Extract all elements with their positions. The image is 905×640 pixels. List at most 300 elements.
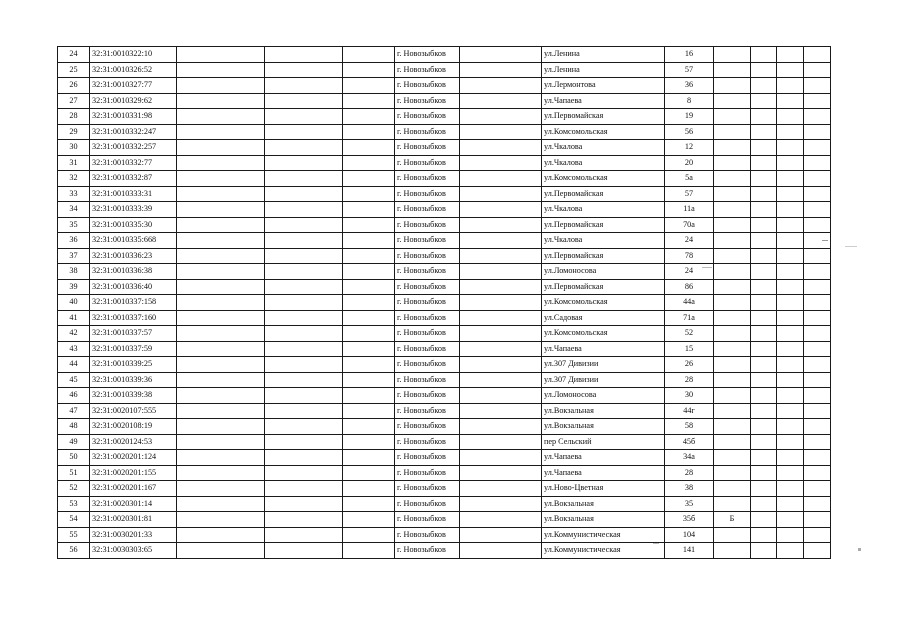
row-number-cell: 48 — [58, 419, 90, 435]
empty-cell — [751, 543, 777, 559]
city-cell: г. Новозыбков — [395, 310, 460, 326]
empty-cell — [777, 279, 804, 295]
empty-cell — [777, 357, 804, 373]
empty-cell — [343, 78, 395, 94]
empty-cell — [265, 109, 343, 125]
cadastral-number-cell: 32:31:0030303:65 — [90, 543, 177, 559]
house-number-cell: 45б — [665, 434, 714, 450]
house-number-cell: 86 — [665, 279, 714, 295]
empty-cell — [460, 140, 542, 156]
street-cell: ул.Чкалова — [542, 233, 665, 249]
empty-cell — [177, 62, 265, 78]
city-cell: г. Новозыбков — [395, 279, 460, 295]
cadastral-number-cell: 32:31:0010332:77 — [90, 155, 177, 171]
empty-cell — [460, 527, 542, 543]
city-cell: г. Новозыбков — [395, 62, 460, 78]
empty-cell — [343, 372, 395, 388]
empty-cell — [343, 47, 395, 63]
empty-cell — [343, 388, 395, 404]
table-row — [58, 171, 831, 187]
empty-cell — [777, 465, 804, 481]
street-cell: ул.Ленина — [542, 47, 665, 63]
empty-cell — [751, 496, 777, 512]
street-cell: пер Сельский — [542, 434, 665, 450]
empty-cell — [265, 403, 343, 419]
building-letter-cell — [714, 465, 751, 481]
house-number-cell: 38 — [665, 481, 714, 497]
empty-cell — [804, 93, 831, 109]
building-letter-cell — [714, 496, 751, 512]
house-number-cell: 57 — [665, 62, 714, 78]
empty-cell — [751, 248, 777, 264]
empty-cell — [751, 264, 777, 280]
city-cell: г. Новозыбков — [395, 155, 460, 171]
empty-cell — [343, 124, 395, 140]
row-number-cell: 44 — [58, 357, 90, 373]
empty-cell — [343, 341, 395, 357]
building-letter-cell — [714, 450, 751, 466]
table-row — [58, 527, 831, 543]
empty-cell — [343, 186, 395, 202]
empty-cell — [177, 264, 265, 280]
row-number-cell: 54 — [58, 512, 90, 528]
empty-cell — [343, 279, 395, 295]
empty-cell — [460, 434, 542, 450]
empty-cell — [177, 155, 265, 171]
empty-cell — [265, 326, 343, 342]
empty-cell — [265, 171, 343, 187]
empty-cell — [265, 419, 343, 435]
empty-cell — [343, 419, 395, 435]
street-cell: ул.Садовая — [542, 310, 665, 326]
empty-cell — [177, 295, 265, 311]
empty-cell — [751, 279, 777, 295]
empty-cell — [177, 419, 265, 435]
registry-table — [57, 46, 831, 559]
city-cell: г. Новозыбков — [395, 171, 460, 187]
empty-cell — [804, 109, 831, 125]
empty-cell — [265, 357, 343, 373]
cadastral-number-cell: 32:31:0010339:38 — [90, 388, 177, 404]
scan-mark — [702, 267, 712, 268]
cadastral-number-cell: 32:31:0020108:19 — [90, 419, 177, 435]
empty-cell — [177, 140, 265, 156]
cadastral-number-cell: 32:31:0010326:52 — [90, 62, 177, 78]
building-letter-cell — [714, 202, 751, 218]
table-row — [58, 419, 831, 435]
building-letter-cell — [714, 481, 751, 497]
city-cell: г. Новозыбков — [395, 186, 460, 202]
city-cell: г. Новозыбков — [395, 496, 460, 512]
house-number-cell: 57 — [665, 186, 714, 202]
empty-cell — [265, 264, 343, 280]
empty-cell — [751, 357, 777, 373]
row-number-cell: 28 — [58, 109, 90, 125]
empty-cell — [777, 481, 804, 497]
empty-cell — [177, 186, 265, 202]
empty-cell — [751, 372, 777, 388]
empty-cell — [804, 450, 831, 466]
city-cell: г. Новозыбков — [395, 326, 460, 342]
empty-cell — [777, 248, 804, 264]
empty-cell — [265, 62, 343, 78]
empty-cell — [177, 512, 265, 528]
empty-cell — [777, 171, 804, 187]
empty-cell — [265, 481, 343, 497]
cadastral-number-cell: 32:31:0020201:167 — [90, 481, 177, 497]
empty-cell — [804, 543, 831, 559]
table-row — [58, 357, 831, 373]
empty-cell — [804, 388, 831, 404]
street-cell: ул.Чапаева — [542, 93, 665, 109]
house-number-cell: 56 — [665, 124, 714, 140]
city-cell: г. Новозыбков — [395, 465, 460, 481]
city-cell: г. Новозыбков — [395, 109, 460, 125]
cadastral-number-cell: 32:31:0010339:25 — [90, 357, 177, 373]
empty-cell — [460, 326, 542, 342]
table-row — [58, 279, 831, 295]
street-cell: ул.Первомайская — [542, 279, 665, 295]
empty-cell — [460, 78, 542, 94]
empty-cell — [777, 496, 804, 512]
empty-cell — [751, 171, 777, 187]
street-cell: ул.Первомайская — [542, 109, 665, 125]
table-row — [58, 295, 831, 311]
street-cell: ул.Вокзальная — [542, 419, 665, 435]
empty-cell — [751, 62, 777, 78]
street-cell: ул.Чкалова — [542, 140, 665, 156]
empty-cell — [177, 450, 265, 466]
table-row — [58, 155, 831, 171]
empty-cell — [265, 434, 343, 450]
street-cell: ул.Чапаева — [542, 450, 665, 466]
building-letter-cell — [714, 47, 751, 63]
empty-cell — [777, 512, 804, 528]
empty-cell — [460, 496, 542, 512]
building-letter-cell — [714, 279, 751, 295]
empty-cell — [343, 140, 395, 156]
empty-cell — [804, 155, 831, 171]
city-cell: г. Новозыбков — [395, 217, 460, 233]
building-letter-cell — [714, 527, 751, 543]
building-letter-cell — [714, 419, 751, 435]
empty-cell — [777, 93, 804, 109]
table-row — [58, 434, 831, 450]
empty-cell — [751, 109, 777, 125]
empty-cell — [177, 496, 265, 512]
empty-cell — [343, 295, 395, 311]
empty-cell — [751, 450, 777, 466]
building-letter-cell — [714, 357, 751, 373]
building-letter-cell — [714, 93, 751, 109]
house-number-cell: 34а — [665, 450, 714, 466]
row-number-cell: 56 — [58, 543, 90, 559]
empty-cell — [265, 279, 343, 295]
empty-cell — [343, 202, 395, 218]
city-cell: г. Новозыбков — [395, 357, 460, 373]
empty-cell — [777, 543, 804, 559]
cadastral-number-cell: 32:31:0020107:555 — [90, 403, 177, 419]
row-number-cell: 30 — [58, 140, 90, 156]
city-cell: г. Новозыбков — [395, 419, 460, 435]
empty-cell — [460, 295, 542, 311]
cadastral-number-cell: 32:31:0020201:155 — [90, 465, 177, 481]
empty-cell — [460, 481, 542, 497]
street-cell: ул.307 Дивизии — [542, 357, 665, 373]
table-row — [58, 496, 831, 512]
street-cell: ул.Ломоносова — [542, 264, 665, 280]
empty-cell — [177, 248, 265, 264]
empty-cell — [751, 155, 777, 171]
empty-cell — [751, 124, 777, 140]
scan-mark — [653, 543, 659, 544]
empty-cell — [777, 47, 804, 63]
empty-cell — [777, 109, 804, 125]
cadastral-number-cell: 32:31:0010337:57 — [90, 326, 177, 342]
empty-cell — [177, 434, 265, 450]
empty-cell — [460, 155, 542, 171]
cadastral-number-cell: 32:31:0010336:23 — [90, 248, 177, 264]
empty-cell — [751, 465, 777, 481]
empty-cell — [751, 419, 777, 435]
empty-cell — [265, 78, 343, 94]
building-letter-cell — [714, 403, 751, 419]
street-cell: ул.Комсомольская — [542, 124, 665, 140]
house-number-cell: 28 — [665, 465, 714, 481]
table-row — [58, 372, 831, 388]
empty-cell — [777, 233, 804, 249]
empty-cell — [343, 233, 395, 249]
empty-cell — [460, 450, 542, 466]
empty-cell — [265, 527, 343, 543]
cadastral-number-cell: 32:31:0020201:124 — [90, 450, 177, 466]
row-number-cell: 29 — [58, 124, 90, 140]
empty-cell — [177, 527, 265, 543]
empty-cell — [751, 217, 777, 233]
empty-cell — [265, 248, 343, 264]
empty-cell — [777, 62, 804, 78]
empty-cell — [343, 496, 395, 512]
empty-cell — [177, 357, 265, 373]
empty-cell — [804, 78, 831, 94]
city-cell: г. Новозыбков — [395, 481, 460, 497]
street-cell: ул.Ленина — [542, 62, 665, 78]
table-row — [58, 341, 831, 357]
table-row — [58, 403, 831, 419]
row-number-cell: 35 — [58, 217, 90, 233]
street-cell: ул.Ломоносова — [542, 388, 665, 404]
empty-cell — [177, 233, 265, 249]
table-row — [58, 78, 831, 94]
cadastral-number-cell: 32:31:0010336:40 — [90, 279, 177, 295]
cadastral-number-cell: 32:31:0010327:77 — [90, 78, 177, 94]
empty-cell — [460, 217, 542, 233]
empty-cell — [343, 527, 395, 543]
empty-cell — [751, 326, 777, 342]
house-number-cell: 30 — [665, 388, 714, 404]
empty-cell — [804, 62, 831, 78]
table-row — [58, 62, 831, 78]
house-number-cell: 36 — [665, 78, 714, 94]
building-letter-cell — [714, 217, 751, 233]
empty-cell — [343, 465, 395, 481]
cadastral-number-cell: 32:31:0010332:247 — [90, 124, 177, 140]
city-cell: г. Новозыбков — [395, 527, 460, 543]
street-cell: ул.Чкалова — [542, 202, 665, 218]
empty-cell — [460, 357, 542, 373]
street-cell: ул.Вокзальная — [542, 496, 665, 512]
empty-cell — [343, 481, 395, 497]
building-letter-cell — [714, 171, 751, 187]
city-cell: г. Новозыбков — [395, 295, 460, 311]
row-number-cell: 52 — [58, 481, 90, 497]
cadastral-number-cell: 32:31:0010336:38 — [90, 264, 177, 280]
empty-cell — [343, 543, 395, 559]
city-cell: г. Новозыбков — [395, 434, 460, 450]
empty-cell — [804, 341, 831, 357]
city-cell: г. Новозыбков — [395, 202, 460, 218]
city-cell: г. Новозыбков — [395, 388, 460, 404]
empty-cell — [265, 295, 343, 311]
row-number-cell: 46 — [58, 388, 90, 404]
building-letter-cell — [714, 186, 751, 202]
house-number-cell: 24 — [665, 264, 714, 280]
building-letter-cell — [714, 372, 751, 388]
empty-cell — [460, 62, 542, 78]
empty-cell — [343, 155, 395, 171]
cadastral-number-cell: 32:31:0010331:98 — [90, 109, 177, 125]
empty-cell — [804, 310, 831, 326]
table-row — [58, 310, 831, 326]
empty-cell — [804, 481, 831, 497]
row-number-cell: 41 — [58, 310, 90, 326]
row-number-cell: 43 — [58, 341, 90, 357]
street-cell: ул.Лермонтова — [542, 78, 665, 94]
empty-cell — [460, 279, 542, 295]
empty-cell — [804, 248, 831, 264]
empty-cell — [343, 264, 395, 280]
scan-mark — [822, 240, 828, 241]
cadastral-number-cell: 32:31:0010339:36 — [90, 372, 177, 388]
building-letter-cell — [714, 341, 751, 357]
house-number-cell: 70а — [665, 217, 714, 233]
empty-cell — [751, 403, 777, 419]
city-cell: г. Новозыбков — [395, 512, 460, 528]
row-number-cell: 38 — [58, 264, 90, 280]
empty-cell — [265, 217, 343, 233]
cadastral-number-cell: 32:31:0010322:10 — [90, 47, 177, 63]
building-letter-cell — [714, 388, 751, 404]
empty-cell — [777, 388, 804, 404]
empty-cell — [751, 388, 777, 404]
cadastral-number-cell: 32:31:0010337:160 — [90, 310, 177, 326]
house-number-cell: 12 — [665, 140, 714, 156]
scan-mark — [845, 246, 857, 247]
city-cell: г. Новозыбков — [395, 93, 460, 109]
house-number-cell: 71а — [665, 310, 714, 326]
empty-cell — [265, 233, 343, 249]
house-number-cell: 35б — [665, 512, 714, 528]
cadastral-number-cell: 32:31:0020124:53 — [90, 434, 177, 450]
city-cell: г. Новозыбков — [395, 233, 460, 249]
empty-cell — [177, 543, 265, 559]
empty-cell — [460, 310, 542, 326]
empty-cell — [777, 217, 804, 233]
empty-cell — [177, 78, 265, 94]
city-cell: г. Новозыбков — [395, 248, 460, 264]
house-number-cell: 104 — [665, 527, 714, 543]
empty-cell — [265, 450, 343, 466]
building-letter-cell — [714, 62, 751, 78]
table-row — [58, 248, 831, 264]
empty-cell — [804, 47, 831, 63]
empty-cell — [460, 419, 542, 435]
house-number-cell: 58 — [665, 419, 714, 435]
street-cell: ул.Первомайская — [542, 217, 665, 233]
empty-cell — [460, 512, 542, 528]
empty-cell — [460, 186, 542, 202]
empty-cell — [751, 512, 777, 528]
table-row — [58, 109, 831, 125]
row-number-cell: 39 — [58, 279, 90, 295]
row-number-cell: 42 — [58, 326, 90, 342]
empty-cell — [777, 527, 804, 543]
row-number-cell: 40 — [58, 295, 90, 311]
empty-cell — [804, 217, 831, 233]
empty-cell — [343, 248, 395, 264]
empty-cell — [751, 527, 777, 543]
empty-cell — [751, 202, 777, 218]
empty-cell — [804, 465, 831, 481]
empty-cell — [265, 155, 343, 171]
building-letter-cell — [714, 326, 751, 342]
empty-cell — [804, 202, 831, 218]
empty-cell — [343, 357, 395, 373]
house-number-cell: 44г — [665, 403, 714, 419]
house-number-cell: 19 — [665, 109, 714, 125]
house-number-cell: 15 — [665, 341, 714, 357]
building-letter-cell — [714, 248, 751, 264]
empty-cell — [777, 326, 804, 342]
empty-cell — [265, 47, 343, 63]
empty-cell — [804, 279, 831, 295]
row-number-cell: 26 — [58, 78, 90, 94]
table-row — [58, 264, 831, 280]
empty-cell — [751, 481, 777, 497]
row-number-cell: 31 — [58, 155, 90, 171]
city-cell: г. Новозыбков — [395, 341, 460, 357]
row-number-cell: 27 — [58, 93, 90, 109]
empty-cell — [804, 140, 831, 156]
table-row — [58, 450, 831, 466]
empty-cell — [777, 124, 804, 140]
row-number-cell: 45 — [58, 372, 90, 388]
empty-cell — [751, 47, 777, 63]
street-cell: ул.Чапаева — [542, 341, 665, 357]
empty-cell — [460, 109, 542, 125]
empty-cell — [265, 310, 343, 326]
empty-cell — [177, 202, 265, 218]
house-number-cell: 24 — [665, 233, 714, 249]
empty-cell — [343, 217, 395, 233]
empty-cell — [804, 527, 831, 543]
street-cell: ул.Первомайская — [542, 248, 665, 264]
empty-cell — [777, 295, 804, 311]
empty-cell — [751, 93, 777, 109]
row-number-cell: 55 — [58, 527, 90, 543]
row-number-cell: 24 — [58, 47, 90, 63]
row-number-cell: 33 — [58, 186, 90, 202]
